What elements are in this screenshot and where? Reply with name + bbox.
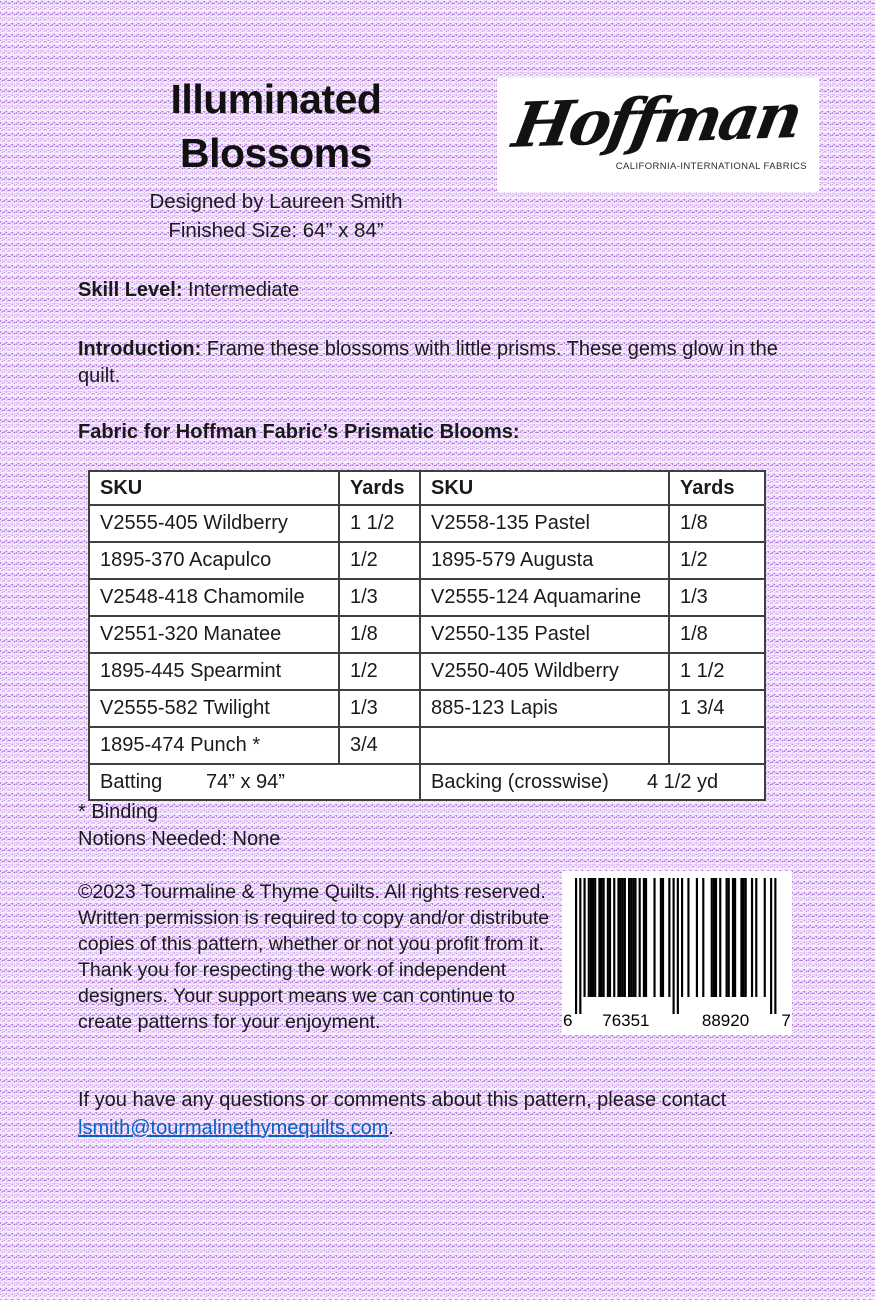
contact-email-link[interactable]: lsmith@tourmalinethymequilts.com (78, 1117, 389, 1139)
svg-text:88920: 88920 (701, 1011, 750, 1030)
contact-suffix: . (388, 1117, 394, 1139)
backing-label: Backing (crosswise) (431, 770, 609, 793)
fabric-table-header-row (89, 471, 765, 505)
sku-cell (420, 727, 669, 764)
fabric-table-row (89, 505, 765, 542)
fabric-table-container (88, 470, 766, 801)
column-header-sku-2: SKU (420, 471, 669, 505)
yards-cell: 1 1/2 (669, 653, 765, 690)
skill-level-line (78, 279, 299, 302)
sku-cell: V2550-135 Pastel (420, 616, 669, 653)
svg-text:76351: 76351 (602, 1011, 650, 1030)
sku-cell: V2558-135 Pastel (420, 505, 669, 542)
fabric-table (88, 470, 766, 801)
page-title-line1: Illuminated (170, 76, 382, 122)
batting-cell (89, 764, 420, 800)
binding-note: * Binding (78, 801, 159, 823)
sku-cell: 1895-474 Punch * (89, 727, 339, 764)
column-header-yards-1: Yards (339, 471, 420, 505)
sku-cell: 1895-370 Acapulco (89, 542, 339, 579)
finished-size: Finished Size: 64” x 84” (168, 219, 384, 242)
svg-text:6: 6 (563, 1011, 573, 1030)
backing-quantity: 4 1/2 yd (647, 770, 719, 793)
contact-text: If you have any questions or comments about this pattern, please contact (78, 1089, 727, 1111)
batting-size: 74” x 94” (206, 770, 285, 793)
yards-cell: 1 3/4 (669, 690, 765, 727)
yards-cell: 1/8 (669, 616, 765, 653)
yards-cell: 1/2 (339, 542, 420, 579)
copyright-paragraph: ©2023 Tourmaline & Thyme Quilts. All rights reserved. Written permission is required to copy and/or distribute copies of this pattern, whether or not you profit from it. Thank you for respecting the work of independent designers. Your support means we can continue to create patterns for your enjoyment. (78, 881, 550, 1033)
introduction-paragraph (78, 336, 792, 390)
sku-cell: 885-123 Lapis (420, 690, 669, 727)
svg-text:7: 7 (781, 1011, 791, 1030)
skill-level-label: Skill Level: (78, 279, 183, 301)
yards-cell: 1/2 (339, 653, 420, 690)
designer-credit: Designed by Laureen Smith (149, 190, 403, 213)
fabric-table-body (89, 505, 765, 764)
sku-cell: V2555-405 Wildberry (89, 505, 339, 542)
skill-level-value: Intermediate (182, 279, 300, 301)
sku-cell: 1895-579 Augusta (420, 542, 669, 579)
fabric-table-row (89, 727, 765, 764)
sku-cell: V2551-320 Manatee (89, 616, 339, 653)
hoffman-logo-script: Hoffman (507, 79, 806, 162)
hoffman-logo-tagline: CALIFORNIA-INTERNATIONAL FABRICS (615, 161, 807, 172)
introduction-label: Introduction: (78, 338, 202, 360)
hoffman-logo (497, 78, 819, 192)
sku-cell: V2555-124 Aquamarine (420, 579, 669, 616)
fabric-requirements-heading: Fabric for Hoffman Fabric’s Prismatic Blooms: (78, 421, 520, 443)
batting-backing-row (89, 764, 765, 800)
backing-cell (420, 764, 765, 800)
sku-cell: V2548-418 Chamomile (89, 579, 339, 616)
yards-cell (669, 727, 765, 764)
upc-barcode (562, 871, 792, 1035)
yards-cell: 1/3 (339, 690, 420, 727)
batting-label: Batting (100, 770, 163, 793)
introduction-text: Frame these blossoms with little prisms. These gems glow in the quilt. (78, 338, 778, 387)
yards-cell: 1/8 (669, 505, 765, 542)
page-title-line2: Blossoms (180, 130, 372, 176)
sku-cell: V2550-405 Wildberry (420, 653, 669, 690)
sku-cell: 1895-445 Spearmint (89, 653, 339, 690)
sku-cell: V2555-582 Twilight (89, 690, 339, 727)
yards-cell: 1/3 (669, 579, 765, 616)
title-block (80, 72, 472, 245)
fabric-table-row (89, 616, 765, 653)
fabric-table-row (89, 542, 765, 579)
fabric-table-row (89, 653, 765, 690)
yards-cell: 1 1/2 (339, 505, 420, 542)
yards-cell: 1/3 (339, 579, 420, 616)
fabric-table-row (89, 690, 765, 727)
upc-barcode-graphic (562, 871, 792, 1035)
fabric-table-row (89, 579, 765, 616)
yards-cell: 3/4 (339, 727, 420, 764)
column-header-sku-1: SKU (89, 471, 339, 505)
contact-block (78, 1086, 818, 1142)
yards-cell: 1/2 (669, 542, 765, 579)
notions-note: Notions Needed: None (78, 828, 281, 850)
yards-cell: 1/8 (339, 616, 420, 653)
column-header-yards-2: Yards (669, 471, 765, 505)
